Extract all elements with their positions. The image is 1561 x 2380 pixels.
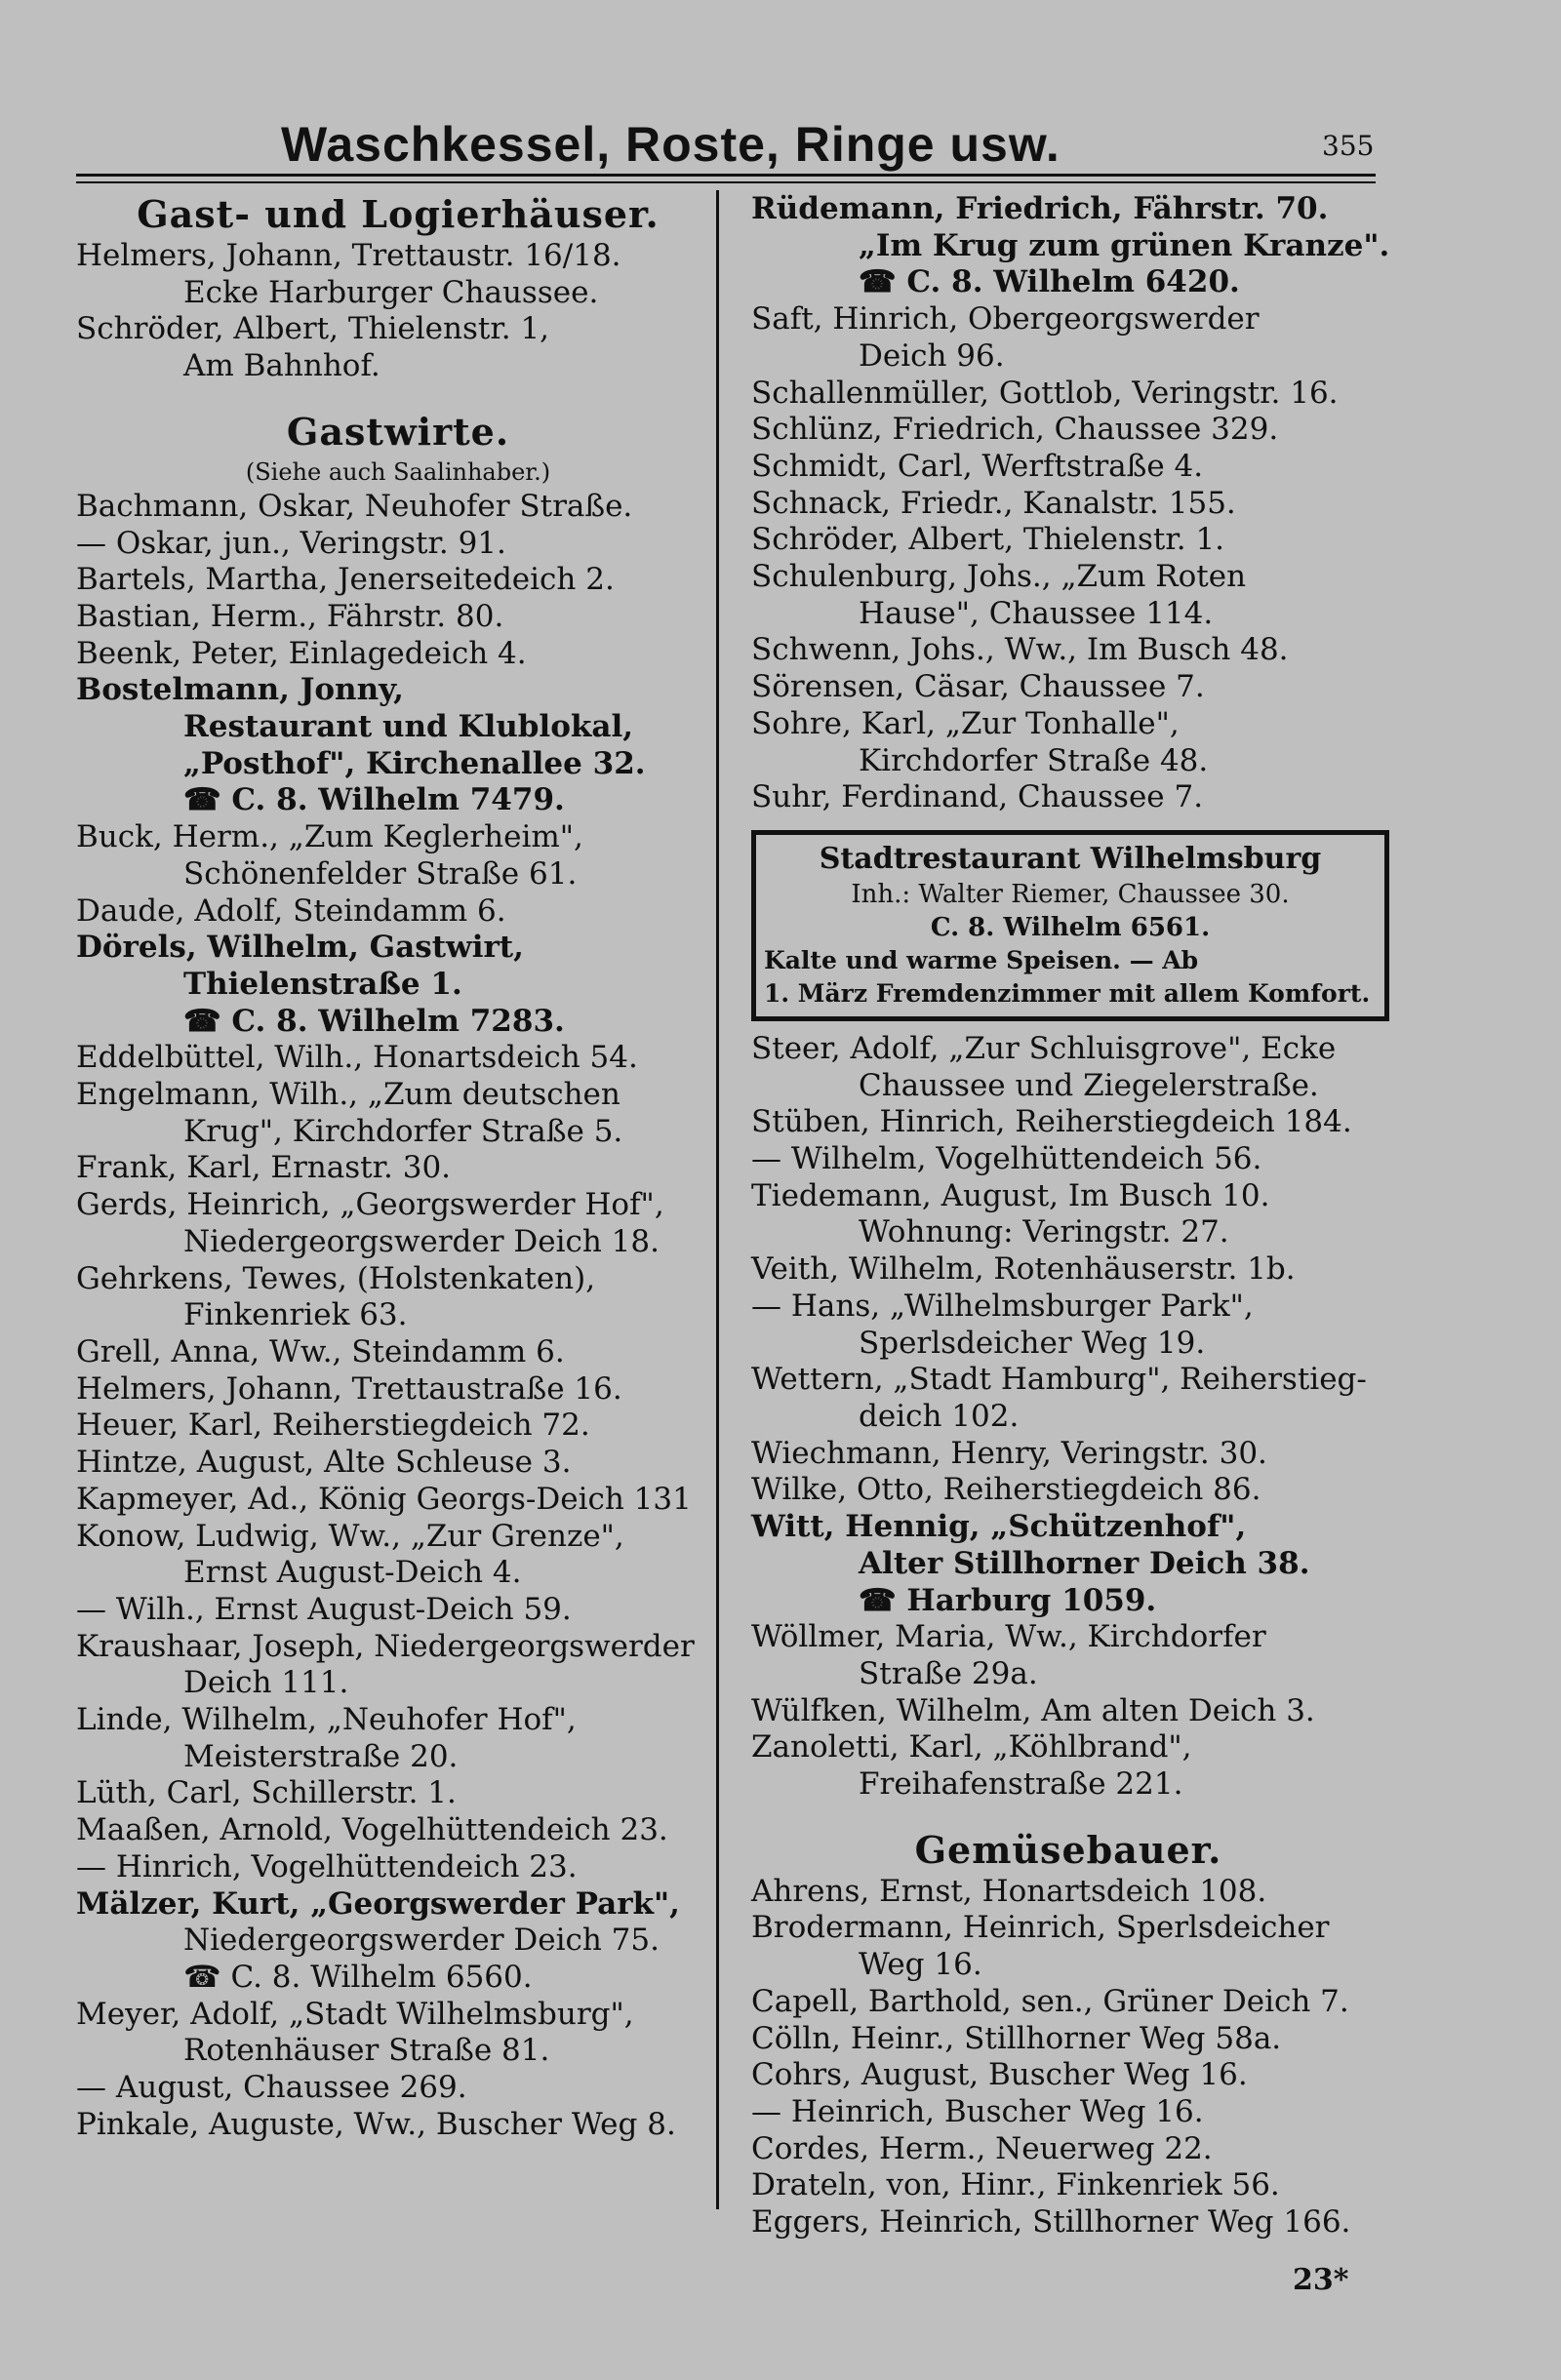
directory-entry-line: Capell, Barthold, sen., Grüner Deich 7. xyxy=(751,1983,1349,2019)
directory-entry-line: — Hinrich, Vogelhüttendeich 23. xyxy=(76,1848,578,1884)
directory-entry-line: Frank, Karl, Ernastr. 30. xyxy=(76,1150,452,1186)
directory-entry-line: — Oskar, jun., Veringstr. 91. xyxy=(76,525,506,561)
directory-entry-line: Buck, Herm., „Zum Keglerheim", xyxy=(76,819,583,855)
directory-entry-line: Zanoletti, Karl, „Köhlbrand", xyxy=(751,1729,1192,1765)
directory-entry-line: Drateln, von, Hinr., Finkenriek 56. xyxy=(751,2167,1280,2203)
directory-entry-line: Freihafenstraße 221. xyxy=(859,1766,1183,1803)
directory-entry-line: Restaurant und Klublokal, xyxy=(183,709,634,745)
header-rule-thin xyxy=(76,181,1376,183)
directory-entry-line: Chaussee und Ziegelerstraße. xyxy=(859,1067,1319,1103)
directory-entry-line: Rüdemann, Friedrich, Fährstr. 70. xyxy=(751,191,1329,226)
directory-entry-line: ☎ C. 8. Wilhelm 6560. xyxy=(183,1959,533,1995)
directory-entry-line: Wettern, „Stadt Hamburg", Reiherstieg- xyxy=(751,1362,1367,1398)
directory-entry-line: Schmidt, Carl, Werftstraße 4. xyxy=(751,448,1204,484)
directory-entry-line: Gehrkens, Tewes, (Holstenkaten), xyxy=(76,1260,596,1296)
directory-entry-line: Straße 29a. xyxy=(859,1655,1038,1691)
directory-entry-line: Brodermann, Heinrich, Sperlsdeicher xyxy=(751,1910,1330,1946)
directory-entry-line: Meyer, Adolf, „Stadt Wilhelmsburg", xyxy=(76,1996,634,2032)
directory-entry-line: Ernst August-Deich 4. xyxy=(183,1555,522,1591)
directory-entry-line: Schönenfelder Straße 61. xyxy=(183,855,578,892)
directory-entry-line: Witt, Hennig, „Schützenhof", xyxy=(751,1509,1247,1545)
directory-entry-line: Wilke, Otto, Reiherstiegdeich 86. xyxy=(751,1472,1261,1508)
page-title: Waschkessel, Roste, Ringe usw. xyxy=(281,117,1061,172)
directory-entry-line: Wohnung: Veringstr. 27. xyxy=(859,1214,1229,1250)
directory-entry-line: ☎ Harburg 1059. xyxy=(859,1582,1157,1618)
ad-owner: Inh.: Walter Riemer, Chaussee 30. xyxy=(851,879,1290,909)
directory-entry-line: Thielenstraße 1. xyxy=(183,966,462,1002)
section-gap xyxy=(76,385,720,409)
directory-entry-line: Krug", Kirchdorfer Straße 5. xyxy=(183,1113,623,1149)
page-number: 355 xyxy=(1322,130,1375,162)
signature-mark: 23* xyxy=(1293,2263,1349,2297)
directory-entry-line: Eddelbüttel, Wilh., Honartsdeich 54. xyxy=(76,1040,638,1076)
left-column xyxy=(76,191,720,2143)
directory-entry-line: Schulenburg, Johs., „Zum Roten xyxy=(751,559,1247,595)
directory-entry-line: Hause", Chaussee 114. xyxy=(859,595,1214,631)
directory-entry-line: Meisterstraße 20. xyxy=(183,1738,459,1774)
directory-entry-line: Dörels, Wilhelm, Gastwirt, xyxy=(76,930,524,966)
directory-entry-line: Eggers, Heinrich, Stillhorner Weg 166. xyxy=(751,2204,1351,2241)
directory-entry-line: — Heinrich, Buscher Weg 16. xyxy=(751,2093,1204,2129)
directory-entry-line: ☎ C. 8. Wilhelm 7479. xyxy=(183,782,565,818)
directory-entry-line: Cordes, Herm., Neuerweg 22. xyxy=(751,2130,1213,2166)
ad-text-b: 1. März Fremdenzimmer mit allem Komfort. xyxy=(764,978,1371,1008)
directory-entry-line: Bostelmann, Jonny, xyxy=(76,672,404,708)
advertisement-box xyxy=(751,830,1389,1021)
directory-entry-line: Schnack, Friedr., Kanalstr. 155. xyxy=(751,485,1236,521)
entry-list xyxy=(751,1874,1385,2241)
directory-entry-line: Deich 111. xyxy=(183,1665,349,1701)
directory-entry-line: Hintze, August, Alte Schleuse 3. xyxy=(76,1445,572,1481)
ad-phone: C. 8. Wilhelm 6561. xyxy=(930,912,1211,942)
directory-entry-line: ☎ C. 8. Wilhelm 6420. xyxy=(859,264,1240,300)
directory-entry-line: Am Bahnhof. xyxy=(183,348,380,384)
directory-entry-line: Konow, Ludwig, Ww., „Zur Grenze", xyxy=(76,1518,624,1554)
directory-entry-line: — Wilh., Ernst August-Deich 59. xyxy=(76,1591,572,1627)
directory-entry-line: Rotenhäuser Straße 81. xyxy=(183,2033,550,2069)
directory-entry-line: — Wilhelm, Vogelhüttendeich 56. xyxy=(751,1141,1262,1177)
entry-list xyxy=(76,489,720,2144)
directory-entry-line: Daude, Adolf, Steindamm 6. xyxy=(76,892,506,929)
directory-entry-line: „Posthof", Kirchenallee 32. xyxy=(183,745,646,781)
directory-entry-line: Schlünz, Friedrich, Chaussee 329. xyxy=(751,412,1279,448)
section-note: (Siehe auch Saalinhaber.) xyxy=(245,457,551,486)
directory-entry-line: Niedergeorgswerder Deich 18. xyxy=(183,1223,660,1259)
section-heading-gast-logier: Gast- und Logierhäuser. xyxy=(137,192,660,236)
directory-entry-line: Veith, Wilhelm, Rotenhäuserstr. 1b. xyxy=(751,1251,1296,1288)
directory-entry-line: Maaßen, Arnold, Vogelhüttendeich 23. xyxy=(76,1812,668,1848)
directory-entry-line: Sperlsdeicher Weg 19. xyxy=(859,1325,1206,1361)
directory-entry-line: Wülfken, Wilhelm, Am alten Deich 3. xyxy=(751,1692,1315,1728)
directory-entry-line: Heuer, Karl, Reiherstiegdeich 72. xyxy=(76,1408,590,1444)
section-gap xyxy=(751,1804,1385,1827)
entry-list xyxy=(76,238,720,385)
directory-entry-line: — Hans, „Wilhelmsburger Park", xyxy=(751,1288,1254,1324)
directory-entry-line: deich 102. xyxy=(859,1398,1020,1434)
directory-entry-line: Deich 96. xyxy=(859,337,1005,374)
directory-entry-line: Lüth, Carl, Schillerstr. 1. xyxy=(76,1775,457,1811)
directory-entry-line: Sörensen, Cäsar, Chaussee 7. xyxy=(751,669,1205,705)
directory-entry-line: „Im Krug zum grünen Kranze". xyxy=(859,227,1390,263)
directory-entry-line: Schröder, Albert, Thielenstr. 1, xyxy=(76,311,550,347)
directory-entry-line: Steer, Adolf, „Zur Schluisgrove", Ecke xyxy=(751,1030,1337,1066)
directory-entry-line: Kraushaar, Joseph, Niedergeorgswerder xyxy=(76,1628,695,1664)
directory-entry-line: — August, Chaussee 269. xyxy=(76,2070,467,2106)
directory-entry-line: Stüben, Hinrich, Reiherstiegdeich 184. xyxy=(751,1104,1352,1140)
entry-list xyxy=(751,191,1390,816)
directory-entry-line: ☎ C. 8. Wilhelm 7283. xyxy=(183,1003,565,1039)
section-heading-gastwirte: Gastwirte. xyxy=(286,409,510,454)
directory-entry-line: Cohrs, August, Buscher Weg 16. xyxy=(751,2057,1248,2093)
directory-entry-line: Niedergeorgswerder Deich 75. xyxy=(183,1923,660,1959)
directory-entry-line: Bachmann, Oskar, Neuhofer Straße. xyxy=(76,488,633,524)
directory-entry-line: Suhr, Ferdinand, Chaussee 7. xyxy=(751,779,1204,815)
directory-entry-line: Grell, Anna, Ww., Steindamm 6. xyxy=(76,1333,565,1369)
directory-entry-line: Schallenmüller, Gottlob, Veringstr. 16. xyxy=(751,375,1339,411)
directory-entry-line: Helmers, Johann, Trettaustr. 16/18. xyxy=(76,238,621,273)
directory-entry-line: Saft, Hinrich, Obergeorgswerder xyxy=(751,301,1260,337)
directory-entry-line: Beenk, Peter, Einlagedeich 4. xyxy=(76,635,527,671)
directory-entry-line: Engelmann, Wilh., „Zum deutschen xyxy=(76,1077,620,1113)
section-heading-gemuesebauer: Gemüsebauer. xyxy=(914,1827,1222,1872)
ad-text-a: Kalte und warme Speisen. — Ab xyxy=(764,945,1199,974)
directory-entry-line: Pinkale, Auguste, Ww., Buscher Weg 8. xyxy=(76,2106,676,2142)
directory-entry-line: Finkenriek 63. xyxy=(183,1297,408,1333)
directory-entry-line: Weg 16. xyxy=(859,1947,982,1983)
directory-entry-line: Bartels, Martha, Jenerseitedeich 2. xyxy=(76,562,615,598)
ad-title: Stadtrestaurant Wilhelmsburg xyxy=(819,841,1322,876)
directory-entry-line: Kapmeyer, Ad., König Georgs-Deich 131 xyxy=(76,1481,692,1517)
directory-entry-line: Tiedemann, August, Im Busch 10. xyxy=(751,1177,1270,1213)
directory-entry-line: Wöllmer, Maria, Ww., Kirchdorfer xyxy=(751,1619,1266,1655)
entry-list xyxy=(751,1031,1385,1804)
directory-entry-line: Wiechmann, Henry, Veringstr. 30. xyxy=(751,1435,1267,1471)
directory-entry-line: Sohre, Karl, „Zur Tonhalle", xyxy=(751,705,1180,741)
directory-entry-line: Helmers, Johann, Trettaustraße 16. xyxy=(76,1370,622,1407)
right-column xyxy=(751,191,1390,2241)
directory-entry-line: Linde, Wilhelm, „Neuhofer Hof", xyxy=(76,1702,577,1738)
directory-entry-line: Schwenn, Johs., Ww., Im Busch 48. xyxy=(751,632,1289,668)
directory-entry-line: Kirchdorfer Straße 48. xyxy=(859,742,1209,778)
directory-entry-line: Schröder, Albert, Thielenstr. 1. xyxy=(751,522,1225,558)
directory-entry-line: Gerds, Heinrich, „Georgswerder Hof", xyxy=(76,1187,664,1223)
directory-entry-line: Ahrens, Ernst, Honartsdeich 108. xyxy=(751,1873,1267,1909)
directory-entry-line: Bastian, Herm., Fährstr. 80. xyxy=(76,598,504,634)
directory-entry-line: Alter Stillhorner Deich 38. xyxy=(859,1545,1310,1581)
directory-entry-line: Ecke Harburger Chaussee. xyxy=(183,274,599,310)
header-rule xyxy=(76,174,1376,177)
directory-entry-line: Mälzer, Kurt, „Georgswerder Park", xyxy=(76,1885,680,1922)
directory-entry-line: Cölln, Heinr., Stillhorner Weg 58a. xyxy=(751,2020,1282,2056)
